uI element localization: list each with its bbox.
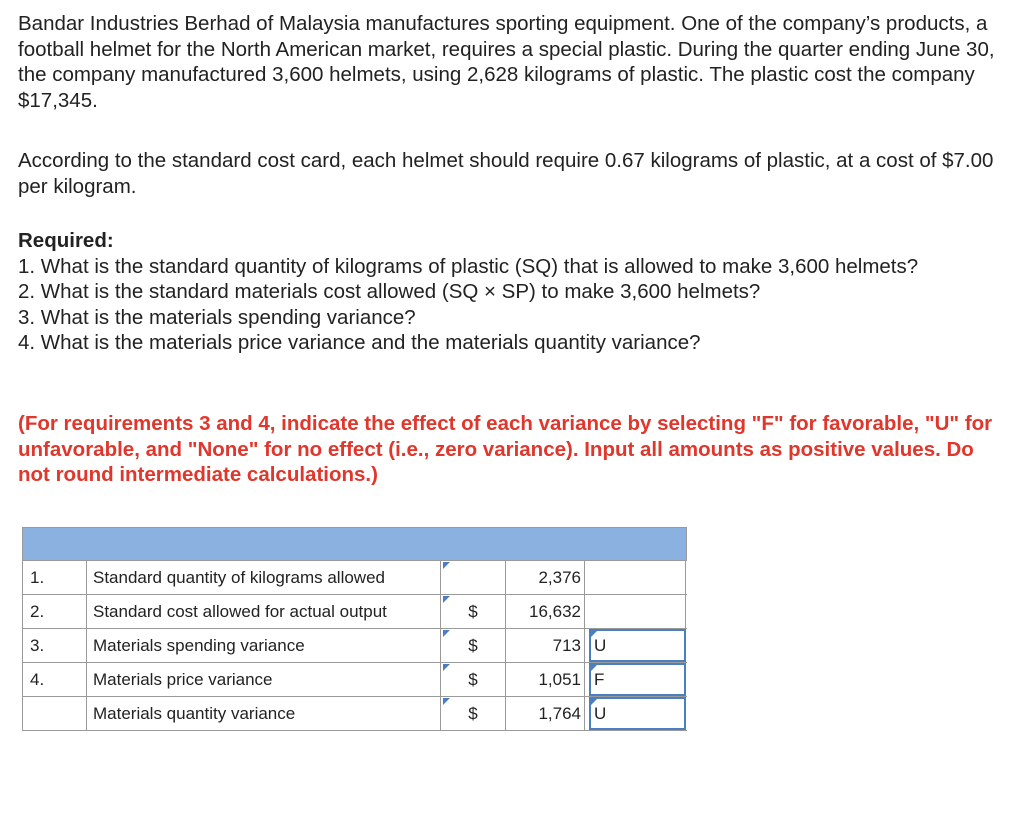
row-number: 3.	[23, 629, 87, 662]
requirement-1: 1. What is the standard quantity of kilograms of plastic (SQ) that is allowed to make 3,600 helmets?	[18, 254, 919, 278]
spending-variance-input[interactable]: 713	[505, 629, 585, 662]
table-row	[22, 663, 687, 697]
price-effect-select[interactable]: F	[589, 663, 686, 696]
table-row	[22, 595, 687, 629]
standard-cost-text: According to the standard cost card, each helmet should require 0.67 kilograms of plastic, at a cost of $7.00 per kilogram.	[18, 149, 994, 198]
answer-table	[22, 527, 687, 731]
row-number	[23, 697, 87, 730]
currency-symbol: $	[468, 704, 478, 723]
standard-cost-input[interactable]: 16,632	[505, 595, 585, 628]
row-label: Materials spending variance	[87, 629, 441, 662]
table-header	[22, 527, 687, 561]
problem-paragraph-1	[18, 11, 1008, 113]
currency-symbol: $	[468, 670, 478, 689]
currency-symbol: $	[468, 636, 478, 655]
requirement-4: 4. What is the materials price variance and the materials quantity variance?	[18, 331, 701, 354]
table-row	[22, 697, 687, 731]
row-number: 4.	[23, 663, 87, 696]
row-label: Materials price variance	[87, 663, 441, 696]
instructions-text: (For requirements 3 and 4, indicate the effect of each variance by selecting "F" for favorable, "U" for unfavorable, and "None" for no effect (i.e., zero variance). Input all amounts as positive values. Do not round intermediate calculations.)	[18, 412, 993, 486]
table-row	[22, 629, 687, 663]
spending-effect-select[interactable]: U	[589, 629, 686, 662]
sq-input[interactable]: 2,376	[505, 561, 585, 594]
instructions-note	[18, 411, 1008, 488]
required-heading: Required:	[18, 229, 114, 252]
currency-symbol: $	[468, 602, 478, 621]
requirement-2: 2. What is the standard materials cost allowed (SQ × SP) to make 3,600 helmets?	[18, 280, 761, 303]
quantity-effect-select[interactable]: U	[589, 697, 686, 730]
requirements-section	[18, 228, 1008, 356]
row-number: 1.	[23, 561, 87, 594]
quantity-variance-input[interactable]: 1,764	[505, 697, 585, 730]
row-number: 2.	[23, 595, 87, 628]
row-label: Materials quantity variance	[87, 697, 441, 730]
row-label: Standard quantity of kilograms allowed	[87, 561, 441, 594]
currency-symbol	[441, 561, 505, 594]
problem-paragraph-2	[18, 148, 1008, 199]
price-variance-input[interactable]: 1,051	[505, 663, 585, 696]
row-label: Standard cost allowed for actual output	[87, 595, 441, 628]
table-row	[22, 561, 687, 595]
requirement-3: 3. What is the materials spending variance?	[18, 305, 416, 329]
intro-text: Bandar Industries Berhad of Malaysia manufactures sporting equipment. One of the company’s products, a football helmet for the North American market, requires a special plastic. During the quarter ending June 30, the company manufactured 3,600 helmets, using 2,628 kilograms of plastic. The plastic cost the company $17,345.	[18, 12, 995, 112]
